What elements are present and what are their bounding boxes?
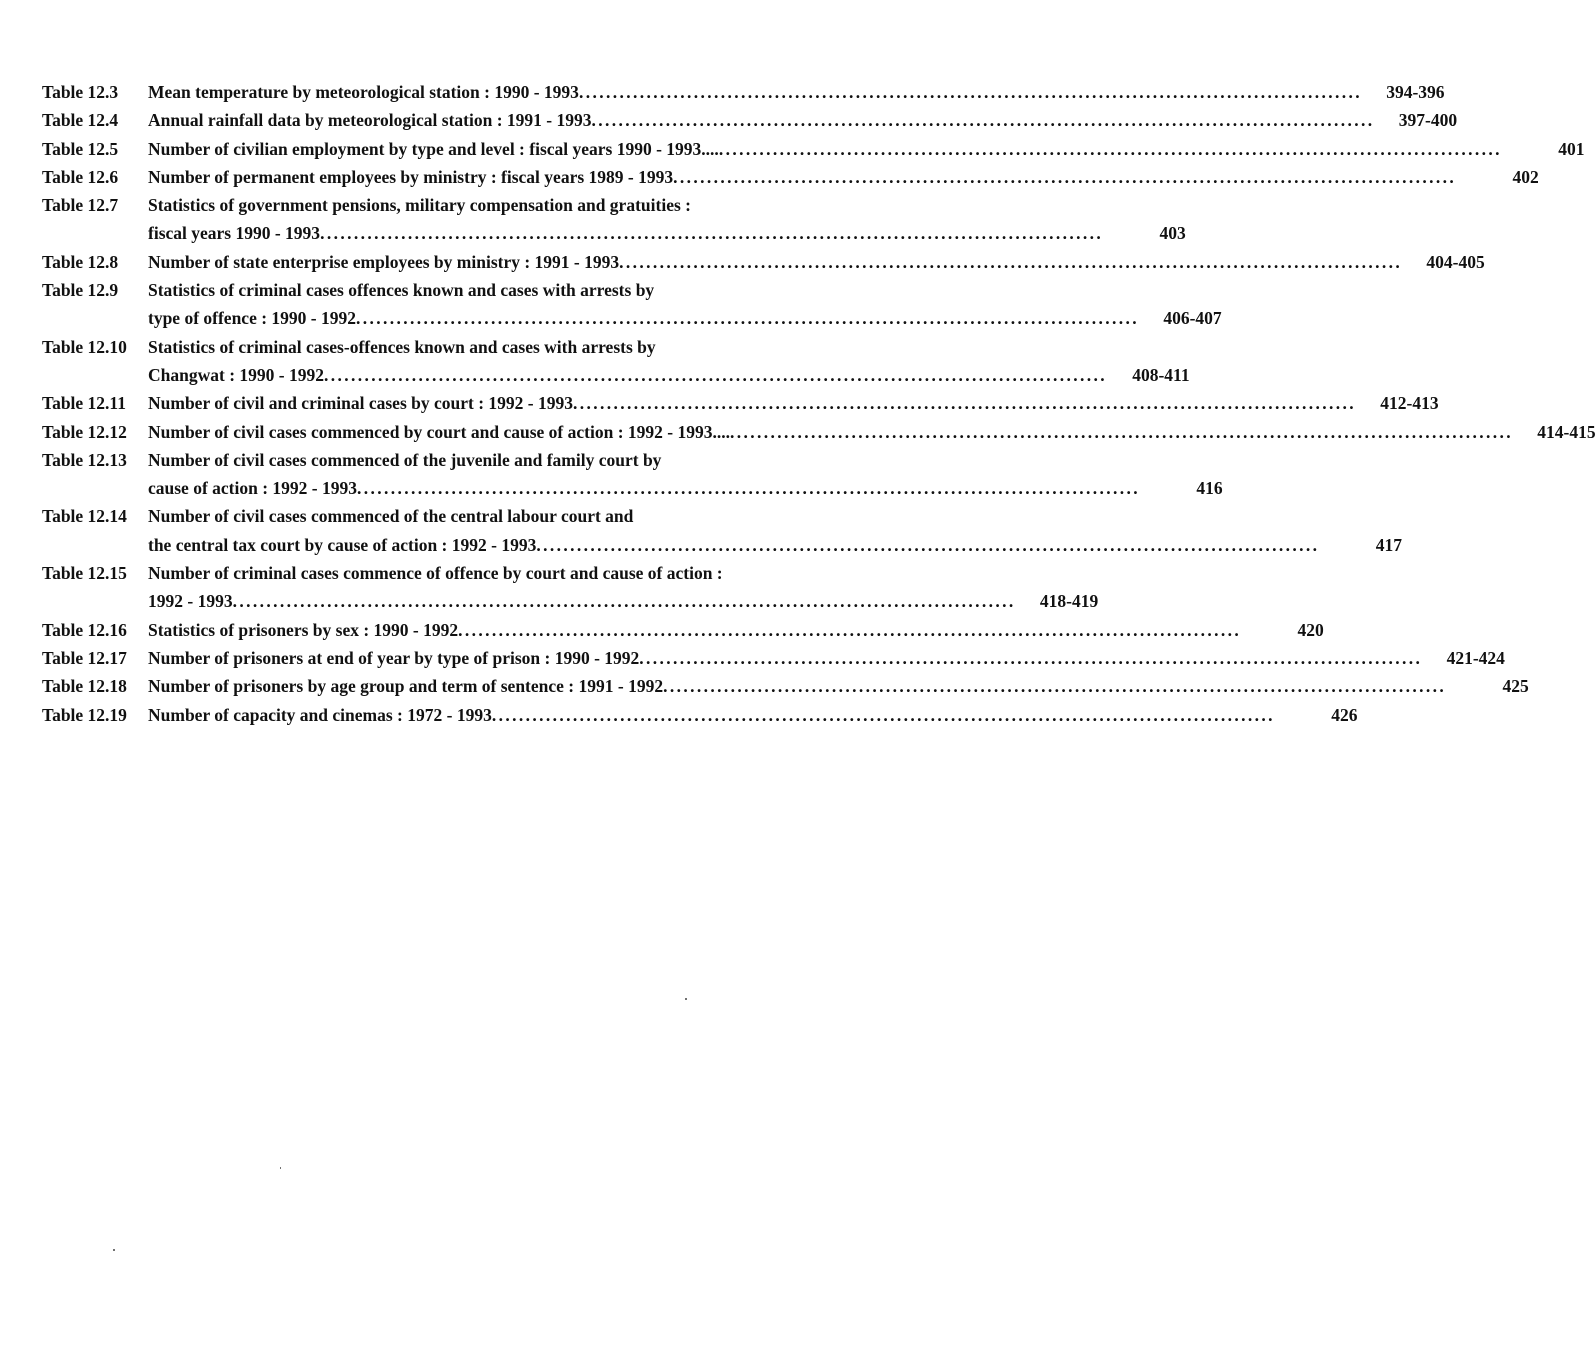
dot-leader [673, 163, 1457, 191]
title-line [148, 701, 1275, 729]
table-title [148, 333, 1108, 390]
scan-speck [113, 1249, 115, 1251]
title-line [148, 219, 1104, 247]
table-title [148, 106, 1375, 134]
table-number: Table 12.3 [42, 82, 119, 102]
toc-entry [42, 446, 1223, 503]
table-title [148, 644, 1423, 672]
toc-entry [42, 276, 1222, 333]
title-line [148, 304, 1140, 332]
toc-entry [42, 616, 1324, 644]
table-title [148, 446, 1141, 503]
toc-entry [42, 644, 1505, 672]
title-line [148, 135, 1502, 163]
page-number: 414-415 [1537, 421, 1596, 442]
title-text: Annual rainfall data by meteorological station : 1991 - 1993 [148, 110, 592, 131]
title-text: fiscal years 1990 - 1993 [148, 223, 321, 244]
page-number: 421-424 [1446, 647, 1505, 668]
dot-leader [492, 701, 1276, 729]
table-title [148, 389, 1357, 417]
page-number: 401 [1558, 138, 1585, 159]
title-text: cause of action : 1992 - 1993 [148, 478, 358, 499]
title-text: Statistics of criminal cases offences known and cases with arrests by [148, 280, 655, 301]
table-number: Table 12.11 [42, 393, 126, 414]
table-of-contents [42, 78, 1596, 729]
dot-leader [536, 531, 1320, 559]
table-number: Table 12.7 [42, 195, 119, 216]
table-number: Table 12.15 [42, 563, 127, 584]
title-line [148, 418, 1514, 446]
table-number: Table 12.16 [42, 619, 127, 640]
toc-entry [42, 333, 1190, 390]
table-number: Table 12.18 [42, 676, 127, 697]
table-title [148, 163, 1457, 191]
table-title [148, 616, 1242, 644]
title-line [148, 191, 1104, 219]
toc-entry [42, 135, 1585, 163]
scan-speck [280, 1167, 281, 1169]
page-number: 408-411 [1132, 364, 1190, 385]
title-text: Number of civil cases commenced by court and cause of action : 1992 - 1993.... [148, 421, 730, 442]
toc-entry [42, 559, 1099, 616]
title-text: Number of prisoners by age group and term of sentence : 1991 - 1992 [148, 676, 664, 697]
page-number: 412-413 [1380, 393, 1439, 414]
title-line [148, 333, 1108, 361]
toc-entry [42, 191, 1186, 248]
dot-leader [663, 672, 1447, 700]
title-line [148, 616, 1242, 644]
dot-leader [579, 78, 1363, 106]
table-number: Table 12.5 [42, 138, 119, 159]
table-number: Table 12.9 [42, 280, 119, 301]
title-text: Number of prisoners at end of year by type of prison : 1990 - 1992 [148, 647, 640, 668]
title-text: the central tax court by cause of action : 1992 - 1993 [148, 534, 537, 555]
title-line [148, 361, 1108, 389]
title-line [148, 389, 1357, 417]
title-text: 1992 - 1993 [148, 591, 233, 612]
table-number: Table 12.10 [42, 336, 127, 357]
table-number: Table 12.4 [42, 110, 119, 131]
table-title [148, 276, 1140, 333]
page-number: 403 [1159, 223, 1186, 244]
table-number: Table 12.13 [42, 449, 127, 470]
dot-leader [320, 219, 1104, 247]
page-number: 394-396 [1386, 82, 1445, 102]
dot-leader [356, 304, 1140, 332]
toc-entry [42, 248, 1485, 276]
title-line [148, 248, 1403, 276]
dot-leader [592, 106, 1376, 134]
table-number: Table 12.14 [42, 506, 127, 527]
title-text: Number of capacity and cinemas : 1972 - 1993 [148, 704, 492, 725]
table-number: Table 12.8 [42, 251, 119, 272]
dot-leader [719, 135, 1503, 163]
page-number: 426 [1331, 704, 1358, 725]
toc-entry [42, 163, 1539, 191]
title-line [148, 106, 1375, 134]
title-line [148, 587, 1016, 615]
page-number: 404-405 [1426, 251, 1485, 272]
table-title [148, 418, 1514, 446]
table-number: Table 12.19 [42, 704, 127, 725]
toc-entry [42, 389, 1439, 417]
title-text: Statistics of criminal cases-offences known and cases with arrests by [148, 336, 656, 357]
table-number: Table 12.6 [42, 166, 119, 187]
table-number: Table 12.17 [42, 647, 127, 668]
table-title [148, 672, 1447, 700]
page-number: 397-400 [1398, 110, 1458, 131]
table-title [148, 191, 1104, 248]
table-title [148, 559, 1016, 616]
title-text: Number of criminal cases commence of offence by court and cause of action : [148, 563, 723, 584]
title-text: Mean temperature by meteorological station : 1990 - 1993 [148, 82, 579, 102]
title-text: Statistics of prisoners by sex : 1990 - 1992 [148, 619, 459, 640]
title-text: Number of civil and criminal cases by court : 1992 - 1993 [148, 393, 573, 414]
dot-leader [324, 361, 1108, 389]
page-number: 416 [1196, 478, 1223, 499]
title-text: Statistics of government pensions, military compensation and gratuities : [148, 195, 691, 216]
page-number: 417 [1375, 534, 1402, 555]
title-line [148, 672, 1447, 700]
table-title [148, 135, 1502, 163]
dot-leader [233, 587, 1017, 615]
title-text: Number of permanent employees by ministry : fiscal years 1989 - 1993 [148, 166, 674, 187]
title-line [148, 531, 1320, 559]
page-number: 406-407 [1163, 308, 1222, 329]
toc-entry [42, 502, 1402, 559]
title-text: Changwat : 1990 - 1992 [148, 364, 324, 385]
title-line [148, 276, 1140, 304]
title-text: type of offence : 1990 - 1992 [148, 308, 357, 329]
page-number: 420 [1297, 619, 1324, 640]
toc-entry [42, 78, 1445, 106]
scan-speck [685, 998, 687, 1000]
dot-leader [730, 418, 1514, 446]
title-line [148, 559, 1016, 587]
title-text: Number of civilian employment by type and level : fiscal years 1990 - 1993.... [148, 138, 719, 159]
table-title [148, 502, 1320, 559]
toc-entry [42, 672, 1529, 700]
toc-entry [42, 106, 1458, 134]
title-line [148, 644, 1423, 672]
title-text: Number of civil cases commenced of the juvenile and family court by [148, 449, 662, 470]
page-number: 418-419 [1039, 591, 1099, 612]
dot-leader [619, 248, 1403, 276]
title-line [148, 474, 1141, 502]
dot-leader [458, 616, 1242, 644]
page-number: 425 [1502, 676, 1529, 697]
title-line [148, 502, 1320, 530]
title-text: Number of civil cases commenced of the central labour court and [148, 506, 634, 527]
table-title [148, 701, 1275, 729]
table-title [148, 78, 1363, 106]
title-line [148, 78, 1363, 106]
dot-leader [357, 474, 1141, 502]
toc-entry [42, 418, 1596, 446]
page-number: 402 [1512, 166, 1539, 187]
dot-leader [639, 644, 1423, 672]
title-text: Number of state enterprise employees by ministry : 1991 - 1993 [148, 251, 620, 272]
title-line [148, 163, 1457, 191]
toc-entry [42, 701, 1358, 729]
dot-leader [573, 389, 1357, 417]
table-title [148, 248, 1403, 276]
title-line [148, 446, 1141, 474]
table-number: Table 12.12 [42, 421, 127, 442]
